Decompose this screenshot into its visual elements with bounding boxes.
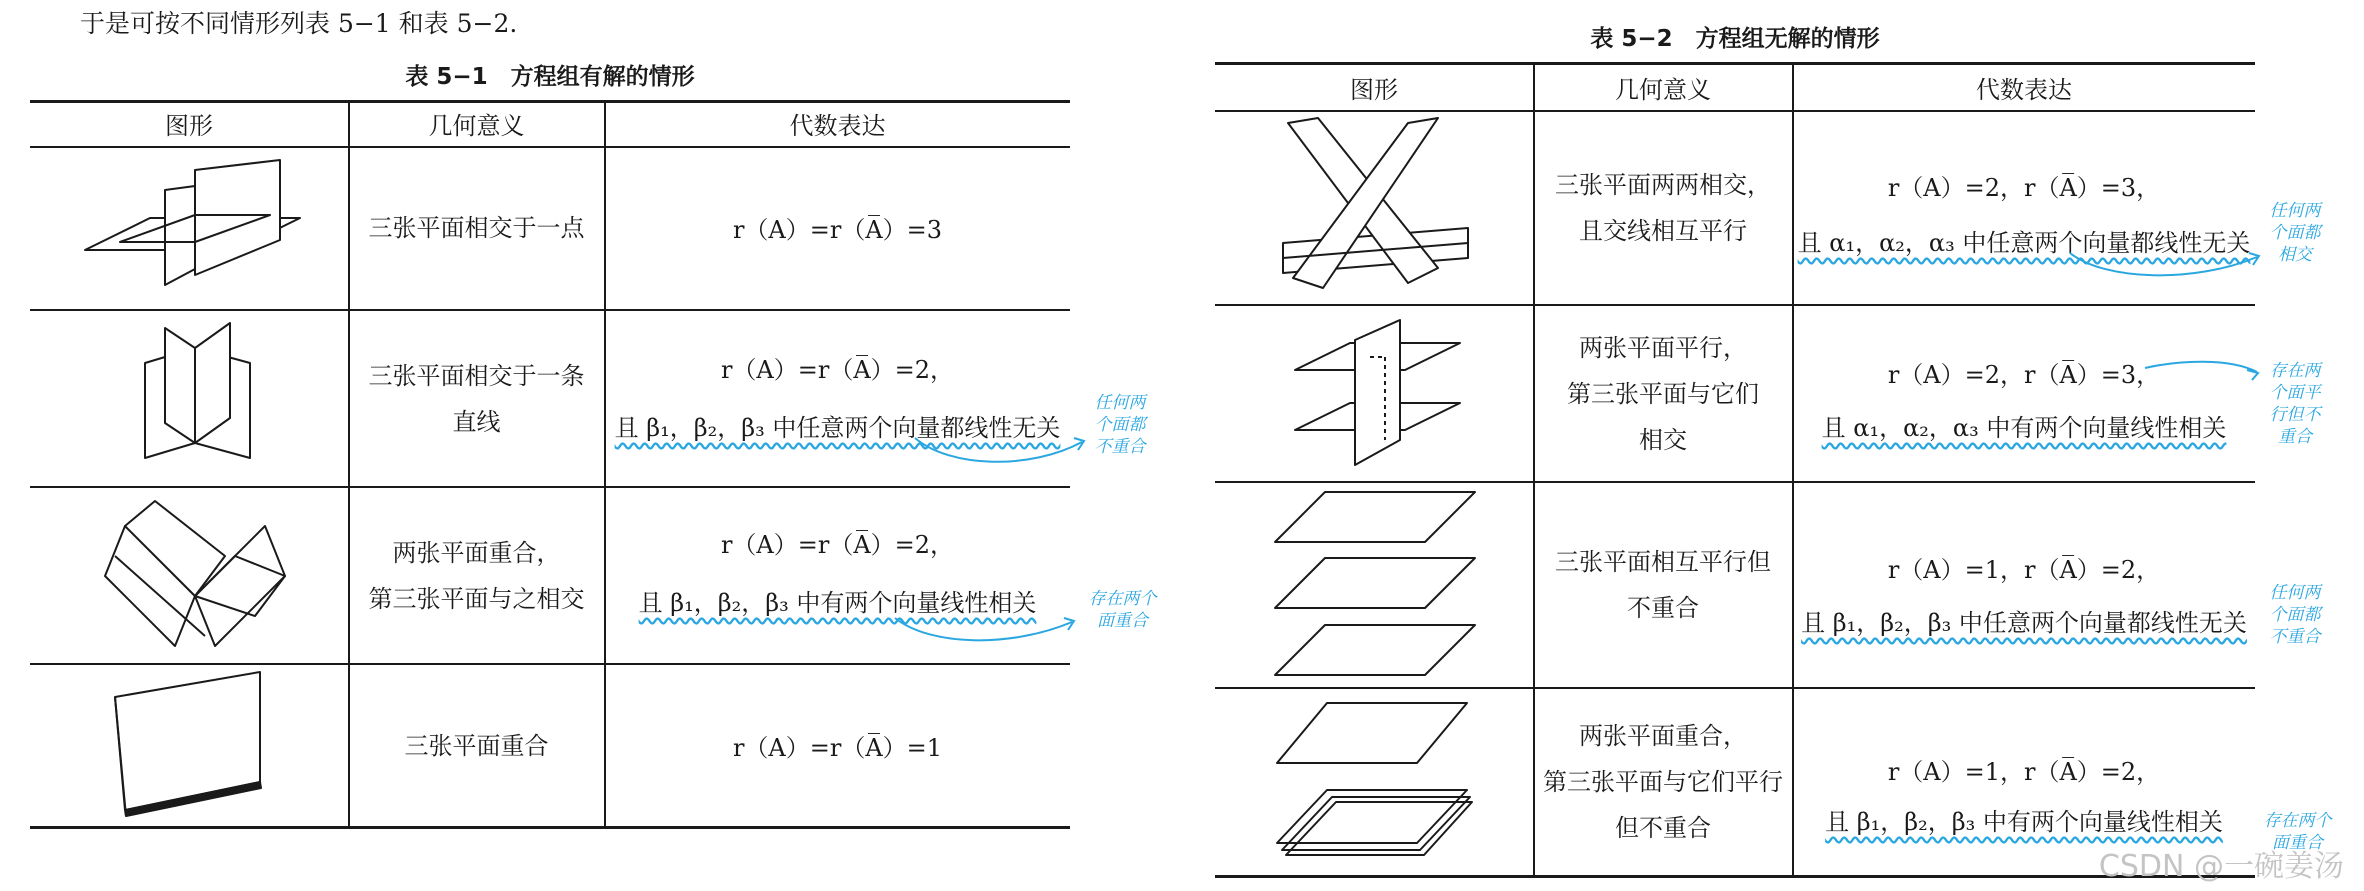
- three-parallel-distinct-planes-figure: [1270, 490, 1480, 680]
- meaning-text: 三张平面相互平行但: [1555, 548, 1771, 576]
- algebra-line: r（A）=1，r（A̅）=2，: [1887, 556, 2161, 584]
- note-arrow-icon: [890, 610, 1080, 650]
- note-line: 不重合: [2269, 627, 2321, 647]
- intro-text: 于是可按不同情形列表 5−1 和表 5−2.: [80, 9, 518, 38]
- algebra-line: r（A）=r（A̅）=1: [732, 734, 943, 762]
- note-line: 存在两: [2269, 361, 2321, 381]
- meaning-text: 相交: [1639, 425, 1687, 454]
- meaning-text: 三张平面两两相交，: [1555, 171, 1771, 199]
- two-coincident-planes-one-crossing-figure: [95, 496, 295, 656]
- table2-header-meaning: 几何意义: [1615, 75, 1711, 104]
- two-coincident-one-parallel-plane-figure: [1272, 698, 1472, 868]
- meaning-cell: [349, 665, 604, 826]
- algebra-line: [1793, 408, 2255, 443]
- table1-header-algebra: 代数表达: [789, 112, 886, 140]
- handwritten-note: [2260, 200, 2330, 266]
- table1-caption: 表 5−1 方程组有解的情形: [405, 64, 695, 90]
- note-line: 不重合: [1094, 437, 1146, 457]
- meaning-text: 但不重合: [1615, 814, 1711, 842]
- note-line: 任何两: [2269, 583, 2321, 603]
- meaning-text: 两张平面平行，: [1579, 333, 1747, 362]
- table2-caption: 表 5−2 方程组无解的情形: [1590, 26, 1880, 52]
- note-arrow-icon: [2140, 358, 2265, 383]
- algebra-condition: 且 α₁，α₂，α₃ 中有两个向量线性相关: [1821, 414, 2227, 442]
- note-line: 个面都: [2269, 223, 2321, 243]
- note-line: 任何两: [1094, 393, 1146, 413]
- table2-header-algebra: 代数表达: [1976, 75, 2072, 104]
- handwritten-note: [2260, 582, 2330, 648]
- note-line: 重合: [2278, 427, 2312, 447]
- meaning-text: 两张平面重合，: [392, 538, 561, 567]
- three-planes-pairwise-intersect-parallel-lines-figure: [1278, 118, 1473, 293]
- handwritten-note: [1075, 588, 1170, 632]
- algebra-condition: 且 β₁，β₂，β₃ 中任意两个向量都线性无关: [614, 414, 1061, 442]
- algebra-line: r（A）=r（A̅）=3: [732, 216, 943, 244]
- note-line: 相交: [2278, 245, 2312, 265]
- meaning-cell: [1534, 689, 1792, 875]
- meaning-cell: [349, 147, 604, 309]
- handwritten-note: [2260, 360, 2330, 448]
- two-parallel-planes-cut-by-third-figure: [1290, 315, 1465, 470]
- note-line: 存在两个: [1088, 589, 1157, 609]
- meaning-cell: [349, 488, 604, 663]
- meaning-text: 三张平面相交于一条: [368, 361, 585, 390]
- meaning-text: 不重合: [1627, 594, 1699, 622]
- three-coincident-planes-figure: [110, 672, 270, 817]
- note-line: 个面都: [2269, 605, 2321, 625]
- note-line: 面重合: [1097, 611, 1148, 631]
- algebra-line: r（A）=r（A̅）=2，: [720, 531, 955, 559]
- table2-header-figure: 图形: [1350, 75, 1398, 104]
- meaning-cell: [349, 311, 604, 486]
- meaning-text: 三张平面重合: [404, 731, 549, 760]
- note-arrow-icon: [2065, 245, 2265, 285]
- meaning-text: 直线: [452, 407, 501, 436]
- algebra-line: r（A）=r（A̅）=2，: [720, 356, 955, 384]
- table1-header-meaning: 几何意义: [428, 112, 525, 140]
- algebra-condition: 且 β₁，β₂，β₃ 中有两个向量线性相关: [638, 589, 1037, 617]
- meaning-cell: [1534, 306, 1792, 481]
- meaning-cell: [1534, 483, 1792, 687]
- meaning-text: 第三张平面与它们平行: [1543, 768, 1783, 796]
- algebra-line: r（A）=2，r（A̅）=3，: [1887, 174, 2161, 202]
- table1-bottom-rule: [30, 826, 1070, 829]
- meaning-text: 第三张平面与它们: [1567, 379, 1759, 408]
- algebra-line: [1793, 603, 2255, 638]
- csdn-watermark: CSDN @一碗姜汤: [2098, 849, 2344, 884]
- table1-header-figure: 图形: [165, 112, 213, 140]
- meaning-text: 三张平面相交于一点: [368, 214, 585, 242]
- meaning-text: 两张平面重合，: [1579, 722, 1747, 750]
- algebra-line: r（A）=2，r（A̅）=3，: [1887, 361, 2161, 389]
- handwritten-note: [1080, 392, 1160, 458]
- note-line: 存在两个: [2263, 811, 2332, 831]
- note-arrow-icon: [910, 430, 1090, 470]
- note-line: 任何两: [2269, 201, 2321, 221]
- note-line: 个面平: [2269, 383, 2321, 403]
- three-planes-share-a-line-figure: [135, 318, 265, 468]
- algebra-condition: 且 α₁，α₂，α₃ 中任意两个向量都线性无关: [1797, 229, 2251, 257]
- note-line: 个面都: [1094, 415, 1146, 435]
- algebra-condition: 且 β₁，β₂，β₃ 中有两个向量线性相关: [1825, 808, 2223, 836]
- meaning-text: 且交线相互平行: [1579, 217, 1747, 245]
- algebra-condition: 且 β₁，β₂，β₃ 中任意两个向量都线性无关: [1801, 609, 2247, 637]
- three-planes-meet-at-point-figure: [80, 160, 300, 295]
- meaning-text: 第三张平面与之相交: [368, 584, 585, 613]
- note-line: 行但不: [2269, 405, 2321, 425]
- note-line: 面重合: [2272, 833, 2323, 853]
- algebra-line: [1793, 802, 2255, 837]
- algebra-line: r（A）=1，r（A̅）=2，: [1887, 758, 2161, 786]
- meaning-cell: [1534, 112, 1792, 304]
